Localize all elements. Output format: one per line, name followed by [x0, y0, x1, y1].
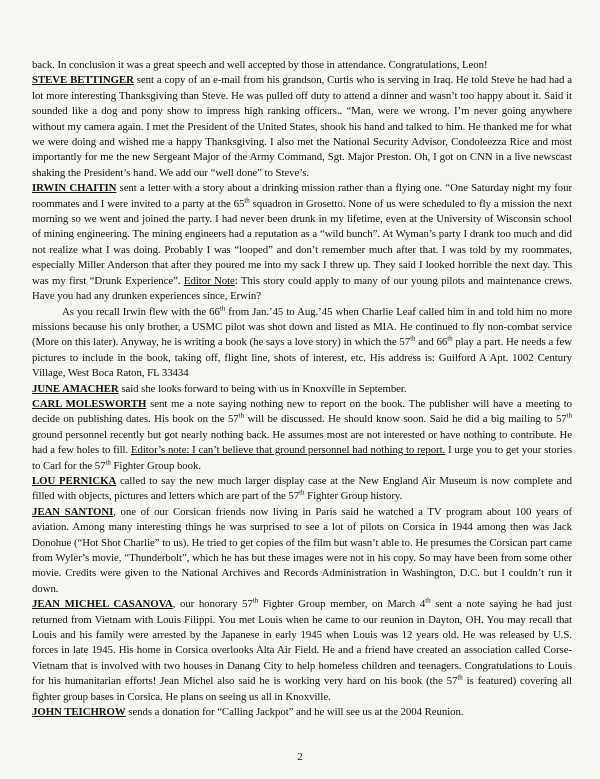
body-text: sent a letter with a story about a drinking mission rather than a flying one. “One Saturday night my four roommates and I were invited to a party at the 65: [32, 182, 572, 210]
ordinal-suffix: th: [252, 596, 259, 605]
body-text: Fighter Group book.: [110, 459, 201, 472]
ordinal-suffix: th: [238, 411, 245, 420]
page-number: 2: [297, 751, 303, 763]
body-text: Fighter Group member, on March 4: [258, 598, 426, 611]
underlined-note: Editor Note: [183, 274, 235, 287]
paragraph-p4: [32, 382, 572, 397]
member-name: LOU PERNICKA: [32, 474, 117, 487]
body-text: : This story could apply to many of our young pilots and maintenance crews. Have you had any drunken experiences since, Erwin?: [32, 274, 572, 303]
paragraph-p9: [32, 705, 572, 720]
underlined-note: Editor’s note: I can’t believe that ground personnel had nothing to report.: [130, 444, 446, 457]
body-text: will be discussed. He should know soon. Said he did a big mailing to 57: [244, 413, 567, 426]
ordinal-suffix: th: [457, 673, 463, 682]
paragraph-p1: [32, 73, 572, 181]
body-text: sent a copy of an e-mail from his grandson, Curtis who is serving in Iraq. He told Steve he had had a lot more interesting Thanksgiving than Steve. He was pulled off duty to attend a dinner and wasn’t too happy about it. Said it sounded like a dog and pony show to impress high ranking officers.. “Man, were we wrong. I’m never going anywhere without my camera again. I met the President of the United States, shook his hand and talked to him. He thanked me for what we were doing and wished me a happy Thanksgiving. I also met the National Security Advisor, Condoleezza Rice and most importantly for me the new Sergeant Major of the Army Command, Sgt. Major Preston. Oh, I got on CNN in a live newscast shaking the President’s hand. We add our “well done” to Steve’s.: [32, 74, 573, 179]
ordinal-suffix: th: [410, 334, 416, 343]
ordinal-suffix: th: [447, 334, 453, 343]
newsletter-body: [32, 58, 572, 720]
member-name: IRWIN CHAITIN: [32, 182, 117, 195]
body-text: Fighter Group history.: [304, 490, 403, 503]
paragraph-p3: [32, 305, 572, 382]
body-text: and 66: [415, 336, 448, 349]
ordinal-suffix: th: [244, 196, 250, 205]
body-text: from Jan.’45 to Aug.’45 when Charlie Leaf called him in and told him no more missions because his only brother, a USMC pilot was shot down and listed as MIA. He continued to fly non-combat service (More on this later). Anyway, he is writing a book (he says a love story) in which the 57: [32, 305, 573, 349]
member-name: STEVE BETTINGER: [32, 74, 134, 87]
member-name: JEAN SANTONI: [32, 505, 114, 518]
body-text: I urge you to get your stories to Carl for the 57: [32, 444, 572, 472]
paragraph-p6: [32, 474, 572, 505]
body-text: play a part. He needs a few pictures to include in the book, taking off, flight line, shots of interest, etc. His address is: Guilford A Apt. 1002 Century Village, West Boca Raton, FL 33434: [32, 336, 573, 380]
paragraph-p5: [32, 397, 572, 474]
member-name: JOHN TEICHROW: [32, 706, 126, 719]
ordinal-suffix: th: [299, 488, 305, 497]
body-text: , one of our Corsican friends now living in Paris said he watched a TV program about 100 years of aviation. Among many interesting things he was surprised to see a lot of pilots on Corsica in 1944 among then was Jack Donohue (“Hot Shot Charlie” to us). He tried to get copies of the film but wasn’t able to. He presumes the Corsican part came from Wyler’s movie, “Thunderbolt”, which he has but these images were not in his copy. So may have been from some other movie. Credits were given to the National Archives and Records Administration in Washington, D.C. but I couldn’t run it down.: [32, 505, 572, 595]
paragraph-p8: [32, 597, 572, 705]
body-text: sent me a note saying nothing new to report on the book. The publisher will have a meeting to decide on publishing dates. His book on the 57: [32, 397, 572, 426]
ordinal-suffix: th: [105, 457, 111, 466]
body-text: ground personnel recently but got nearly nothing back. He assumes most are not interested or have nothing to contribute. He had a few holes to fill.: [32, 428, 572, 457]
body-text: sends a donation for “Calling Jackpot” and he will see us at the 2004 Reunion.: [125, 706, 464, 719]
paragraph-p7: [32, 505, 572, 597]
body-text: called to say the new much larger display case at the New England Air Museum is now complete and filled with objects, pictures and letters which are part of the 57: [32, 474, 572, 503]
ordinal-suffix: th: [566, 411, 572, 420]
body-text: back. In conclusion it was a great speech and well accepted by those in attendance. Congratulations, Leon!: [32, 59, 488, 71]
member-name: JEAN MICHEL CASANOVA: [32, 598, 173, 611]
member-name: CARL MOLESWORTH: [32, 397, 147, 410]
body-text: As you recall Irwin flew with the 66: [62, 305, 220, 318]
ordinal-suffix: th: [425, 596, 431, 605]
body-text: squadron in Grosetto. None of us were scheduled to fly a mission the next morning so we went and joined the party. I had never been drunk in my lifetime, even at the University of Wisconsin school of mining engineering. The mining engineers had a reputation as a “wild bunch”. At Wyman’s party I drank too much and did not realize what I was doing. Probably I was “looped” and don’t remember much after that. I was told by my roommates, especially Miller Anderson that after they poured me into my sack I threw up. They said I looked horrible the next day. This was my first “Drunk Experience”.: [32, 197, 572, 287]
paragraph-p2: [32, 181, 572, 304]
paragraph-p0: [32, 58, 572, 73]
body-text: sent a note saying he had just returned from Vietnam with Louis Filippi. You met Louis when he came to our reunion in Dayton, OH. You may recall that Louis and his family were arrested by the Japanese in early 1945 when Louis was 12 years old. He was released by U.S. forces in late 1945. His home in Corsica overlooks Alta Air Field. He and a friend have created an association called Corse-Vietnam that is involved with two houses in Danang City to help homeless children and teenagers. Congratulations to Louis for his humanitarian efforts! Jean Michel also said he is working very hard on his book (the 57: [32, 598, 573, 688]
body-text: , our honorary 57: [172, 598, 253, 611]
body-text: is featured) covering all fighter group bases in Corsica. He plans on seeing us all in Knoxville.: [32, 675, 572, 703]
ordinal-suffix: th: [219, 303, 226, 312]
member-name: JUNE AMACHER: [32, 382, 119, 395]
body-text: said she looks forward to being with us in Knoxville in September.: [118, 382, 407, 395]
